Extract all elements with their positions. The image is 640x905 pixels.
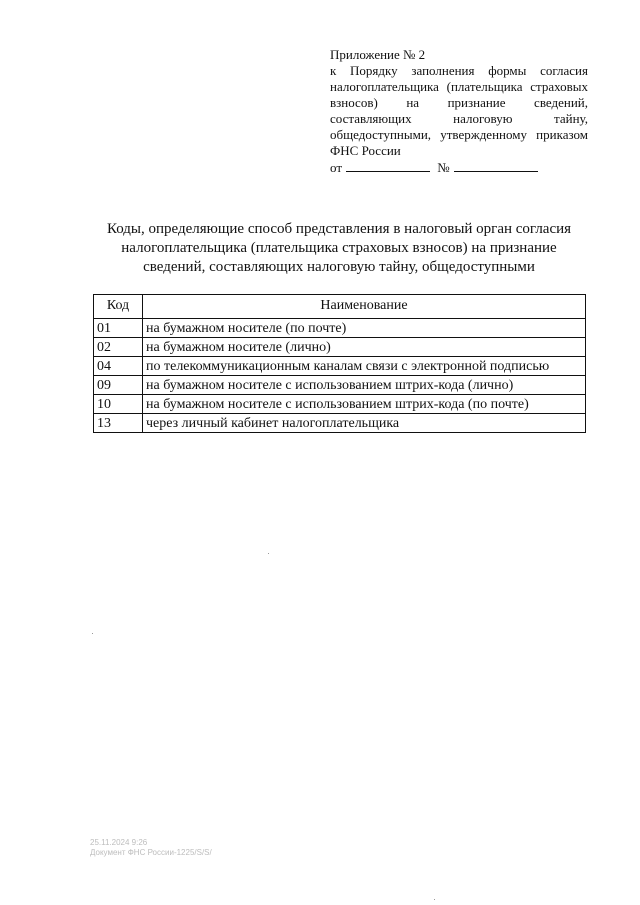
- from-label: от: [330, 160, 343, 175]
- date-blank-line: [346, 159, 430, 172]
- number-label: №: [437, 160, 450, 175]
- table-row: [94, 357, 586, 376]
- document-heading: Коды, определяющие способ представления в налоговый орган согласия налогоплательщика (плательщика страховых взносов) на признание сведений, составляющих налоговую тайну, общедоступными: [106, 221, 572, 275]
- footer-stamp-line-2: Документ ФНС России-1225/S/S/: [90, 848, 212, 857]
- row-code: 13: [94, 414, 143, 433]
- row-name: на бумажном носителе с использованием штрих-кода (лично): [143, 376, 586, 395]
- column-header-name: Наименование: [143, 295, 586, 319]
- column-header-code: Код: [94, 295, 143, 319]
- row-name: на бумажном носителе (по почте): [143, 319, 586, 338]
- row-name: по телекоммуникационным каналам связи с электронной подписью: [143, 357, 586, 376]
- footer-stamp-line-1: 25.11.2024 9:26: [90, 838, 148, 847]
- appendix-block: [330, 47, 588, 176]
- row-code: 04: [94, 357, 143, 376]
- row-code: 10: [94, 395, 143, 414]
- row-name: на бумажном носителе с использованием штрих-кода (по почте): [143, 395, 586, 414]
- row-name: на бумажном носителе (лично): [143, 338, 586, 357]
- table-header-row: [94, 295, 586, 319]
- row-code: 01: [94, 319, 143, 338]
- appendix-sign-line: [330, 159, 588, 176]
- appendix-body: к Порядку заполнения формы согласия налогоплательщика (плательщика страховых взносов) на признание сведений, составляющих налоговую тайну, общедоступными, утвержденному приказом ФНС России: [330, 63, 588, 158]
- table-row: [94, 338, 586, 357]
- scan-speck: [434, 899, 435, 900]
- scan-footer-stamp: [90, 838, 212, 858]
- number-blank-line: [454, 159, 538, 172]
- scan-speck: [92, 633, 93, 634]
- table-row: [94, 395, 586, 414]
- table-row: [94, 376, 586, 395]
- appendix-title: Приложение № 2: [330, 47, 426, 62]
- row-code: 02: [94, 338, 143, 357]
- row-code: 09: [94, 376, 143, 395]
- scan-speck: [268, 553, 269, 554]
- row-name: через личный кабинет налогоплательщика: [143, 414, 586, 433]
- table-row: [94, 414, 586, 433]
- table-row: [94, 319, 586, 338]
- codes-table: [93, 294, 586, 433]
